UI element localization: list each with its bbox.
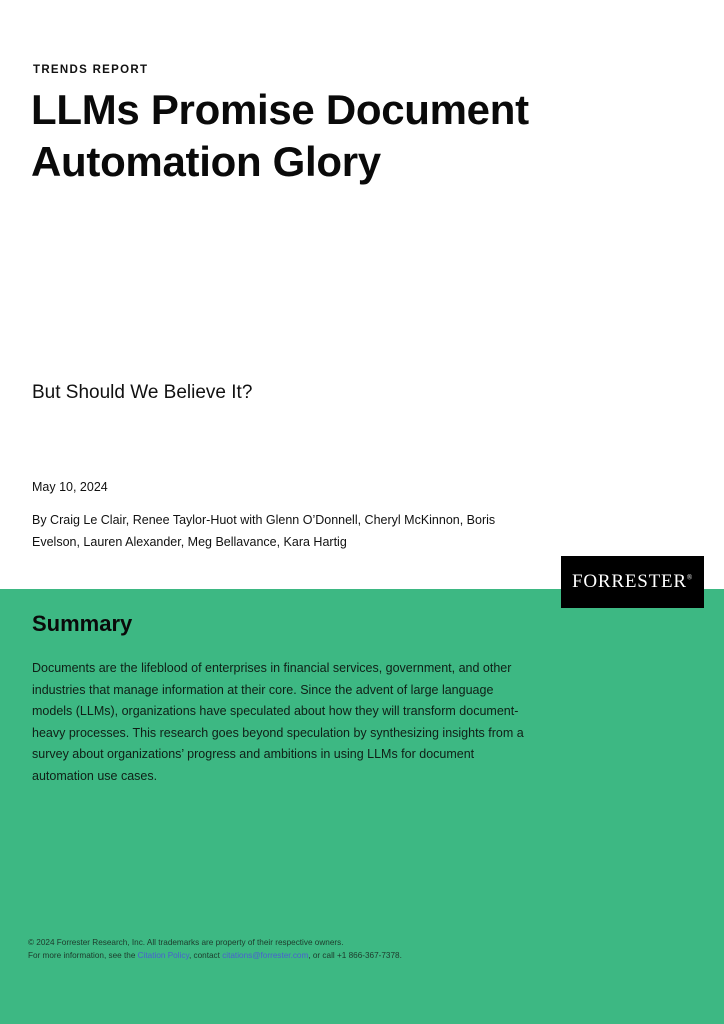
contact-info-mid: , contact (188, 951, 223, 960)
report-subtitle: But Should We Believe It? (32, 382, 253, 403)
report-title-line-1: LLMs Promise Document (31, 86, 529, 133)
contact-info-prefix: For more information, see the (28, 951, 138, 960)
summary-heading: Summary (32, 611, 133, 636)
forrester-logo (561, 556, 704, 608)
report-type-label: TRENDS REPORT (33, 64, 149, 76)
legal-footer (28, 936, 708, 962)
author-list-line-1: By Craig Le Clair, Renee Taylor-Huot with Glenn O’Donnell, Cheryl McKinnon, Boris (32, 513, 496, 527)
citation-policy-link[interactable]: Citation Policy (137, 951, 189, 960)
report-title-line-2: Automation Glory (31, 138, 381, 185)
publication-date: May 10, 2024 (32, 480, 108, 494)
author-list-line-2: Evelson, Lauren Alexander, Meg Bellavance, Kara Hartig (32, 535, 347, 549)
author-list (32, 509, 542, 553)
summary-body: Documents are the lifeblood of enterprises in financial services, government, and other industries that manage information at their core. Since the advent of large language models (LLMs), organizations have speculated about how they will transform document-heavy processes. This research goes beyond speculation by synthesizing insights from a survey about organizations’ progress and ambitions in using LLMs for document automation use cases. (32, 661, 524, 783)
report-title (31, 84, 631, 188)
contact-info-suffix: , or call +1 866-367-7378. (308, 951, 402, 960)
forrester-logo-wordmark (572, 571, 693, 593)
copyright-notice: © 2024 Forrester Research, Inc. All trademarks are property of their respective owners. (28, 938, 344, 947)
registered-mark: ® (686, 573, 694, 582)
contact-info (28, 949, 708, 962)
logo-text: FORRESTER (571, 571, 687, 592)
citations-email-link[interactable]: citations@forrester.com (222, 951, 309, 960)
